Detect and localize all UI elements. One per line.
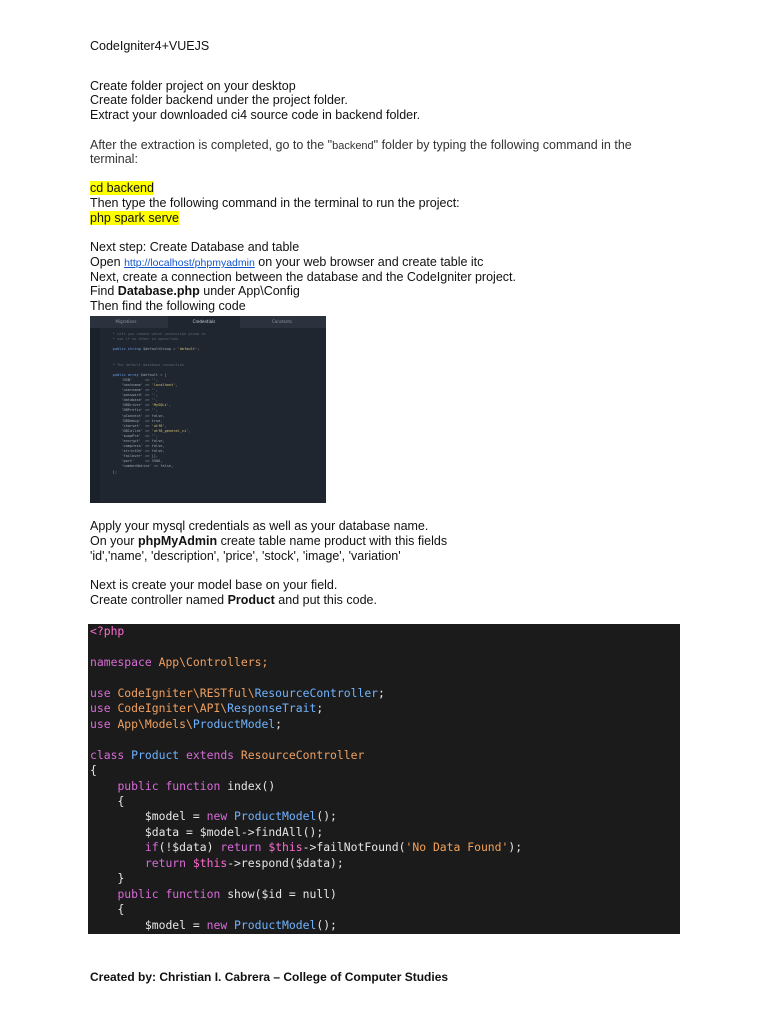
editor-gutter bbox=[90, 328, 100, 503]
phpmyadmin-link[interactable]: http://localhost/phpmyadmin bbox=[124, 257, 255, 269]
editor-tab-active: Credentials bbox=[168, 316, 240, 328]
open-line: Open http://localhost/phpmyadmin on your web browser and create table itc bbox=[90, 255, 484, 269]
controller-code-block bbox=[88, 624, 680, 934]
editor-tab: Migrations bbox=[115, 319, 137, 324]
intro-line-1: Create folder project on your desktop bbox=[90, 79, 296, 93]
database-config-screenshot bbox=[90, 316, 326, 503]
apply-line: Apply your mysql credentials as well as your database name. bbox=[90, 519, 429, 533]
fields-line: 'id','name', 'description', 'price', 'stock', 'image', 'variation' bbox=[90, 549, 401, 563]
editor-tab-bar bbox=[90, 316, 326, 328]
config-code-image: * Lets you choose which connection group to * use if no other is specified. public string $defaultGroup = 'default'; * The default database connection. public array $default = [ 'DSN' => '', 'hostname' => 'localhost', 'username' => '', 'password' => '', 'database' => '', 'DBDriver' => 'MySQLi', 'DBPrefix' => '', 'pConnect' => false, 'DBDebug' => true, 'charset' => 'utf8', 'DBCollat' => 'utf8_general_ci', 'swapPre' => '', 'encrypt' => false, 'compress' => false, 'strictOn' => false, 'failover' => [], 'port' => 3306, 'numberNative' => false, ]; bbox=[104, 332, 206, 474]
after-extract-line-1: After the extraction is completed, go to the "backend" folder by typing the following command in the bbox=[90, 138, 632, 152]
phpmyadmin-line: On your phpMyAdmin create table name product with this fields bbox=[90, 534, 448, 548]
connection-line: Next, create a connection between the database and the CodeIgniter project. bbox=[90, 270, 516, 284]
model-line: Next is create your model base on your field. bbox=[90, 578, 338, 592]
next-step-line: Next step: Create Database and table bbox=[90, 240, 300, 254]
code-text: <?php namespace App\Controllers; use CodeIgniter\RESTful\ResourceController; use CodeIgniter\API\ResponseTrait; use App\Models\ProductModel; class Product extends ResourceController { public function index() { $model = new ProductModel(); $data = $model->findAll(); if(!$data) return $this->failNotFound('No Data Found'); return $this->respond($data); } public function show($id = null) { $model = new ProductModel(); bbox=[90, 624, 523, 932]
find-line: Find Database.php under App\Config bbox=[90, 284, 300, 298]
document-title: CodeIgniter4+VUEJS bbox=[90, 39, 210, 53]
intro-line-3: Extract your downloaded ci4 source code in backend folder. bbox=[90, 108, 421, 122]
page-footer: Created by: Christian I. Cabrera – College of Computer Studies bbox=[90, 970, 449, 984]
then-find-line: Then find the following code bbox=[90, 299, 246, 313]
after-extract-line-2: terminal: bbox=[90, 152, 138, 166]
editor-tab: Constants bbox=[271, 319, 293, 324]
command-serve: php spark serve bbox=[90, 211, 179, 225]
intro-line-2: Create folder backend under the project folder. bbox=[90, 93, 348, 107]
then-type-line: Then type the following command in the terminal to run the project: bbox=[90, 196, 460, 210]
controller-line: Create controller named Product and put this code. bbox=[90, 593, 377, 607]
command-cd: cd backend bbox=[90, 181, 154, 195]
